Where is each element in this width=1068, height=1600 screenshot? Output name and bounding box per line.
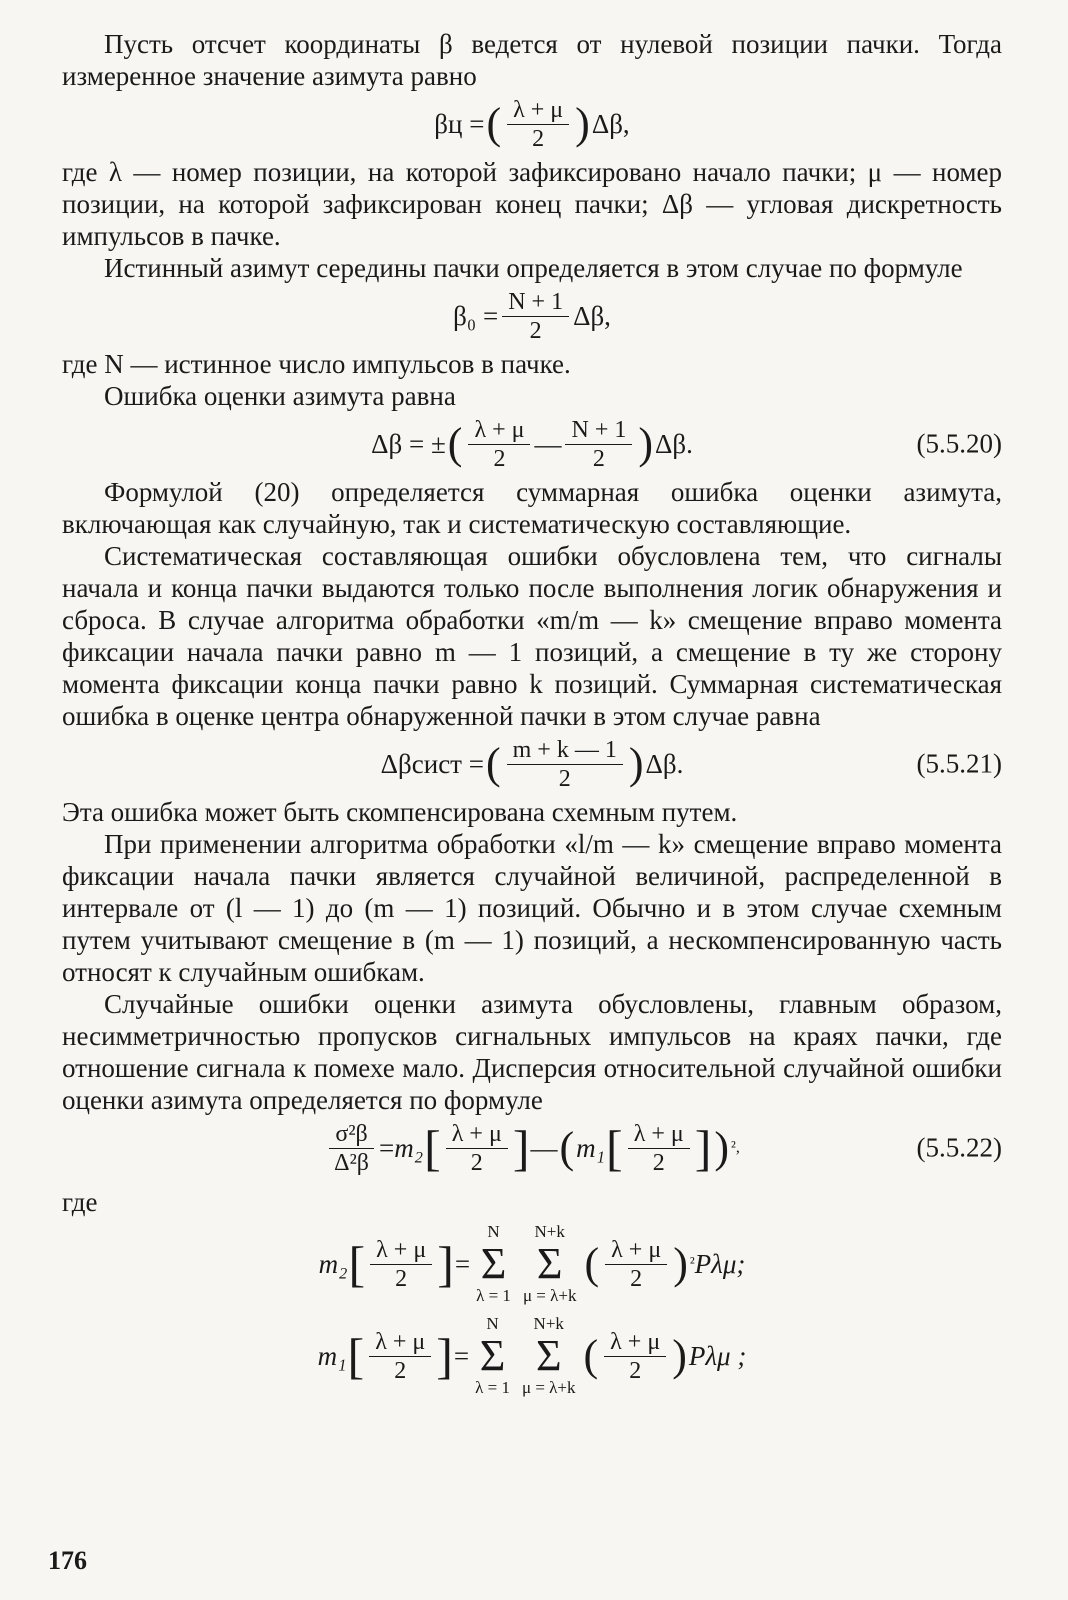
paragraph: Эта ошибка может быть скомпенсирована схемным путем. [62,797,738,827]
numerator: λ + μ [369,1328,431,1357]
numerator: λ + μ [604,1328,666,1357]
denominator: 2 [529,317,542,344]
sum-mu [523,1222,577,1306]
paren-close: ) [628,739,644,788]
equation-number: (5.5.21) [916,748,1002,779]
formula-5-5-21 [62,732,1002,796]
sum-mu [522,1314,576,1398]
paren-close: ) [575,99,590,148]
denominator: 2 [394,1357,407,1384]
fraction [507,96,569,153]
denominator: 2 [558,765,571,792]
paragraph: Ошибка оценки азимута равна [104,381,456,411]
fraction [502,288,569,345]
equals-sign: = [454,1248,471,1279]
fraction [370,1236,432,1293]
moment-m2: m₂ [394,1132,424,1163]
fraction [604,1328,666,1385]
denominator: 2 [629,1357,642,1384]
bracket-close: ] [437,1236,454,1292]
denominator: 2 [395,1265,408,1292]
paren-open: ( [486,99,502,148]
bracket-open: [ [606,1120,623,1176]
paren-close: ) [673,1239,688,1288]
paragraph: Формулой (20) определяется суммарная ошибка оценки азимута, включающая как случайную, так и систематическую составляющие. [62,477,1002,539]
paren-close: ) [672,1331,687,1380]
bracket-close: ] [694,1120,712,1176]
denominator: 2 [592,445,605,472]
formula-rhs: Δβ, [573,300,611,331]
equals-sign: = [379,1132,395,1163]
bracket-close: ] [512,1120,530,1176]
minus-sign: — [534,428,562,459]
sum-upper: N+k [534,1222,565,1241]
page-number: 176 [48,1546,87,1575]
denominator: 2 [532,125,545,152]
formula-beta-c [62,92,1002,156]
sum-upper: N [486,1314,499,1333]
denominator: Δ²β [334,1149,369,1176]
sum-upper: N [487,1222,500,1241]
moment-m1: m₁ [576,1132,606,1163]
page-content [62,28,1002,1402]
paragraph: При применении алгоритма обработки «l/m — k» смещение вправо момента фиксации начала пачки является случайной величиной, распределенной в интервале от (l — 1) до (m — 1) позиций. Обычно и в этом случае схемным путем учитывают смещение в (m — 1) позиций, а нескомпенсированную часть относят к случайным ошибкам. [62,829,1002,987]
paren-close: ) [714,1123,730,1172]
paragraph: где N — истинное число импульсов в пачке. [62,349,571,379]
numerator: m + k — 1 [507,736,623,765]
formula-5-5-20 [62,412,1002,476]
paragraph: Пусть отсчет координаты β ведется от нулевой позиции пачки. Тогда измеренное значение азимута равно [62,29,1002,91]
paragraph: Систематическая составляющая ошибки обусловлена тем, что сигналы начала и конца пачки выдаются только после выполнения логик обнаружения и сброса. В случае алгоритма обработки «m/m — k» смещение вправо момента фиксации начала пачки равно m — 1 позиций, а смещение в ту же сторону момента фиксации конца пачки равно k позиций. Суммарная систематическая ошибка в оценке центра обнаруженной пачки в этом случае равна [62,541,1002,731]
numerator: λ + μ [446,1120,508,1149]
fraction [328,1120,375,1177]
sum-lambda [476,1222,511,1306]
sigma-icon: Σ [535,1331,562,1380]
formula-rhs: Δβ. [645,748,684,779]
formula-lhs: β₀ = [453,300,499,331]
sum-lower: μ = λ+k [522,1286,577,1305]
bracket-open: [ [424,1120,441,1176]
formula-5-5-22 [62,1116,1002,1180]
denominator: 2 [470,1149,483,1176]
denominator: 2 [493,445,506,472]
moment-m1: m₁ [317,1340,347,1371]
numerator: λ + μ [370,1236,432,1265]
paren-open: ( [447,419,463,468]
paragraph: где [62,1187,98,1217]
formula-m1 [62,1310,1002,1402]
probability-term: Pλμ; [694,1248,746,1279]
fraction [507,736,623,793]
sum-lower: λ = 1 [475,1378,510,1397]
sum-lower: μ = λ+k [521,1378,576,1397]
superscript: ², [731,1139,740,1156]
formula-lhs: Δβ = ± [371,428,446,459]
paragraph: Случайные ошибки оценки азимута обусловлены, главным образом, несимметричностью пропусков сигнальных импульсов на краях пачки, где отношение сигнала к помехе мало. Дисперсия относительной случайной ошибки оценки азимута определяется по формуле [62,989,1002,1115]
paragraph: где λ — номер позиции, на которой зафиксировано начало пачки; μ — номер позиции, на которой зафиксирован конец пачки; Δβ — угловая дискретность импульсов в пачке. [62,157,1002,251]
fraction [446,1120,508,1177]
paren-open: ( [559,1123,575,1172]
numerator: N + 1 [565,416,632,445]
fraction [605,1236,667,1293]
sum-lower: λ = 1 [476,1286,511,1305]
sigma-icon: Σ [480,1239,507,1288]
paren-open: ( [583,1331,599,1380]
formula-lhs: Δβсист = [380,748,484,779]
numerator: N + 1 [502,288,569,317]
formula-m2 [62,1218,1002,1310]
sigma-icon: Σ [536,1239,563,1288]
paren-open: ( [485,739,501,788]
sum-lambda [475,1314,510,1398]
equation-number: (5.5.22) [916,1132,1002,1163]
equation-number: (5.5.20) [916,428,1002,459]
sum-upper: N+k [533,1314,564,1333]
fraction [468,416,530,473]
formula-rhs: Δβ, [591,108,630,139]
moment-m2: m₂ [318,1248,348,1279]
formula-beta-0 [62,284,1002,348]
numerator: λ + μ [507,96,569,125]
fraction [369,1328,431,1385]
bracket-open: [ [348,1236,366,1292]
paren-open: ( [584,1239,600,1288]
formula-lhs: βц = [434,108,485,139]
minus-sign: — [530,1132,558,1163]
superscript: ² [689,1255,695,1272]
numerator: λ + μ [628,1120,690,1149]
denominator: 2 [630,1265,643,1292]
denominator: 2 [652,1149,665,1176]
numerator: λ + μ [468,416,530,445]
fraction [565,416,632,473]
bracket-close: ] [436,1328,453,1384]
numerator: σ²β [329,1120,373,1149]
paragraph: Истинный азимут середины пачки определяется в этом случае по формуле [104,253,963,283]
numerator: λ + μ [605,1236,667,1265]
bracket-open: [ [347,1328,365,1384]
formula-rhs: Δβ. [655,428,693,459]
sigma-icon: Σ [479,1331,506,1380]
paren-close: ) [638,419,654,468]
probability-term: Pλμ ; [688,1340,747,1371]
fraction [628,1120,690,1177]
equals-sign: = [453,1340,470,1371]
